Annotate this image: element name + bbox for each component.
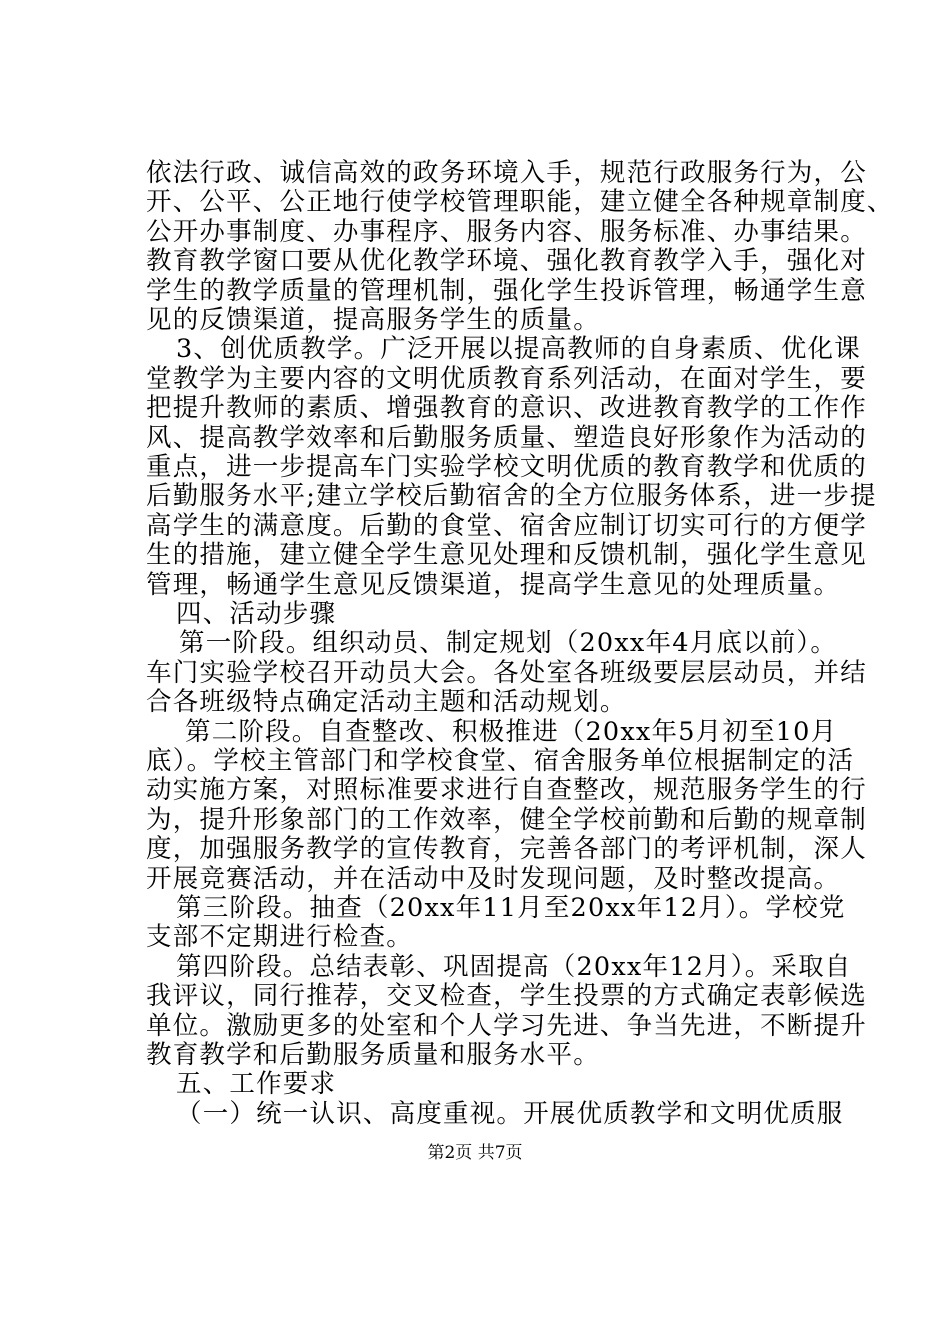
body-line: 第三阶段。抽查（20xx年11月至20xx年12月）。学校党	[176, 893, 846, 923]
body-line: 开展竞赛活动，并在活动中及时发现问题，及时整改提高。	[146, 863, 841, 894]
body-line: 风、提高教学效率和后勤服务质量、塑造良好形象作为活动的	[146, 422, 867, 453]
body-line: 见的反馈渠道，提高服务学生的质量。	[146, 305, 600, 335]
body-line: 堂教学为主要内容的文明优质教育系列活动，在面对学生，要	[146, 363, 867, 394]
body-line: 高学生的满意度。后勤的食堂、宿舍应制订切实可行的方便学	[146, 510, 867, 541]
body-line: 合各班级特点确定活动主题和活动规划。	[146, 687, 627, 718]
section-heading: 四、活动步骤	[176, 599, 337, 629]
body-line: 教育教学窗口要从优化教学环境、强化教育教学入手，强化对	[146, 246, 867, 277]
body-line: 开、公平、公正地行使学校管理职能，建立健全各种规章制度、	[146, 187, 894, 218]
body-line: 底）。学校主管部门和学校食堂、宿舍服务单位根据制定的活	[146, 746, 855, 776]
body-line: 第四阶段。总结表彰、巩固提高（20xx年12月）。采取自	[176, 951, 852, 982]
body-line: 动实施方案，对照标准要求进行自查整改，规范服务学生的行	[146, 775, 867, 806]
body-line: 生的措施，建立健全学生意见处理和反馈机制，强化学生意见	[146, 540, 867, 571]
body-line: 为，提升形象部门的工作效率，健全学校前勤和后勤的规章制	[146, 804, 867, 835]
body-line: 重点，进一步提高车门实验学校文明优质的教育教学和优质的	[146, 452, 867, 482]
page-number-footer: 第2页 共7页	[427, 1143, 523, 1164]
body-line: 公开办事制度、办事程序、服务内容、服务标准、办事结果。	[146, 216, 867, 247]
body-line: 第一阶段。组织动员、制定规划（20xx年4月底以前）。	[179, 628, 838, 659]
body-line: 支部不定期进行检查。	[146, 922, 414, 953]
body-line: 3、创优质教学。广泛开展以提高教师的自身素质、优化课	[176, 334, 861, 365]
body-line: 把提升教师的素质、增强教育的意识、改进教育教学的工作作	[146, 393, 867, 424]
section-heading: 五、工作要求	[176, 1069, 337, 1100]
body-line: 第二阶段。自查整改、积极推进（20xx年5月初至10月	[185, 716, 838, 747]
body-line: 车门实验学校召开动员大会。各处室各班级要层层动员，并结	[146, 657, 867, 688]
body-line: 度，加强服务教学的宣传教育，完善各部门的考评机制，深人	[146, 834, 867, 865]
body-line: 管理，畅通学生意见反馈渠道，提高学生意见的处理质量。	[146, 569, 841, 600]
body-line: 教育教学和后勤服务质量和服务水平。	[146, 1040, 600, 1070]
body-line: 依法行政、诚信高效的政务环境入手，规范行政服务行为，公	[146, 158, 867, 188]
body-line: 我评议，同行推荐，交叉检查，学生投票的方式确定表彰候选	[146, 981, 867, 1012]
body-line: 单位。激励更多的处室和个人学习先进、争当先进，不断提升	[146, 1010, 867, 1041]
body-line: 学生的教学质量的管理机制，强化学生投诉管理，畅通学生意	[146, 275, 867, 306]
body-line: 后勤服务水平;建立学校后勤宿舍的全方位服务体系，进一步提	[146, 481, 877, 512]
body-line: （一）统一认识、高度重视。开展优质教学和文明优质服	[176, 1098, 844, 1129]
